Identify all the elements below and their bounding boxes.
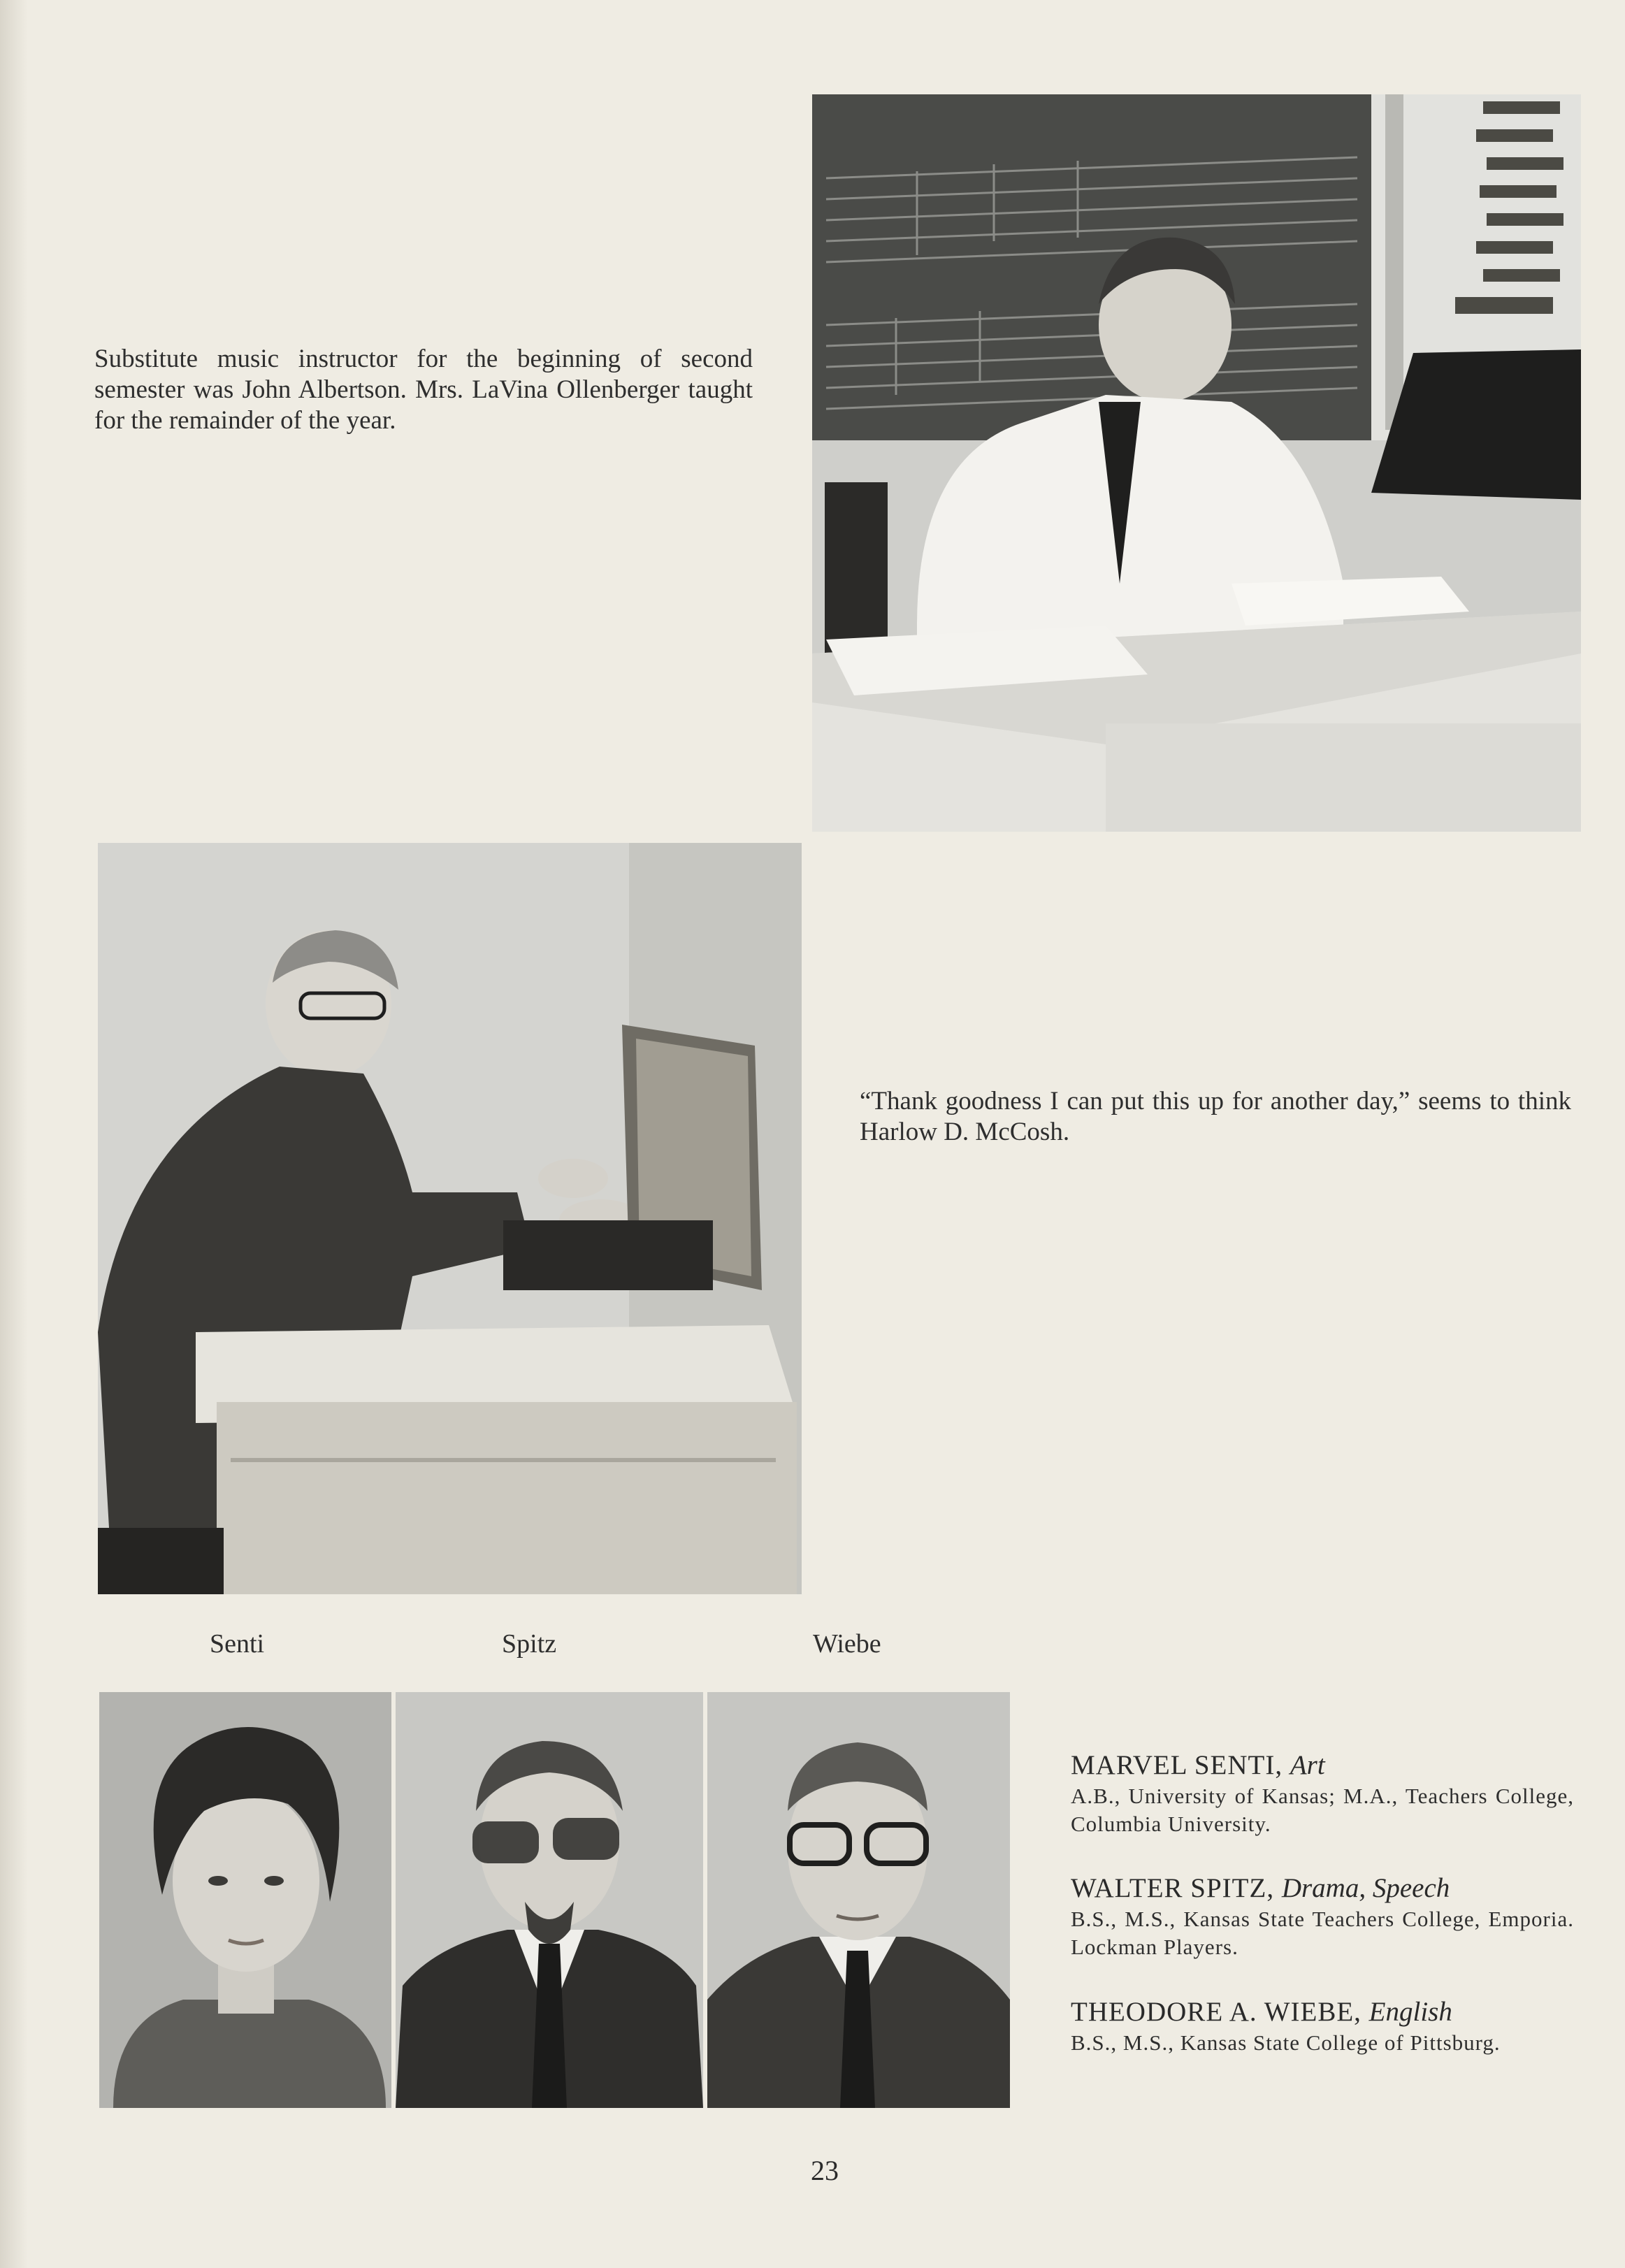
portrait-wiebe bbox=[707, 1692, 1010, 2108]
caption-mccosh: “Thank goodness I can put this up for another day,” seems to think Harlow D. McCosh. bbox=[860, 1087, 1571, 1146]
faculty-degree: B.S., M.S., Kansas State College of Pittsburg. bbox=[1071, 2030, 1501, 2055]
faculty-entry-senti bbox=[1071, 1749, 1574, 1838]
page-number: 23 bbox=[811, 2155, 839, 2186]
faculty-degree: A.B., University of Kansas; M.A., Teachers College, Columbia University. bbox=[1071, 1784, 1574, 1836]
faculty-name: MARVEL SENTI, Art bbox=[1071, 1750, 1325, 1780]
faculty-entry-spitz bbox=[1071, 1872, 1574, 1961]
faculty-entry-wiebe bbox=[1071, 1995, 1574, 2057]
portrait-label-wiebe: Wiebe bbox=[813, 1629, 881, 1659]
portrait-spitz bbox=[396, 1692, 703, 2108]
faculty-name: WALTER SPITZ, Drama, Speech bbox=[1071, 1873, 1450, 1903]
faculty-degree: B.S., M.S., Kansas State Teachers College, Emporia. Lockman Players. bbox=[1071, 1907, 1574, 1959]
faculty-name: THEODORE A. WIEBE, English bbox=[1071, 1997, 1452, 2027]
page-binding-shadow bbox=[0, 0, 28, 2268]
photo-mccosh-briefcase bbox=[98, 843, 802, 1594]
portrait-senti bbox=[99, 1692, 391, 2108]
portrait-label-senti: Senti bbox=[210, 1629, 265, 1659]
portrait-label-spitz: Spitz bbox=[502, 1629, 557, 1659]
caption-albertson: Substitute music instructor for the beginning of second semester was John Albertson. Mrs. LaVina Ollenberger taught for the remainder of the year. bbox=[94, 345, 753, 435]
photo-music-instructor bbox=[812, 94, 1581, 832]
